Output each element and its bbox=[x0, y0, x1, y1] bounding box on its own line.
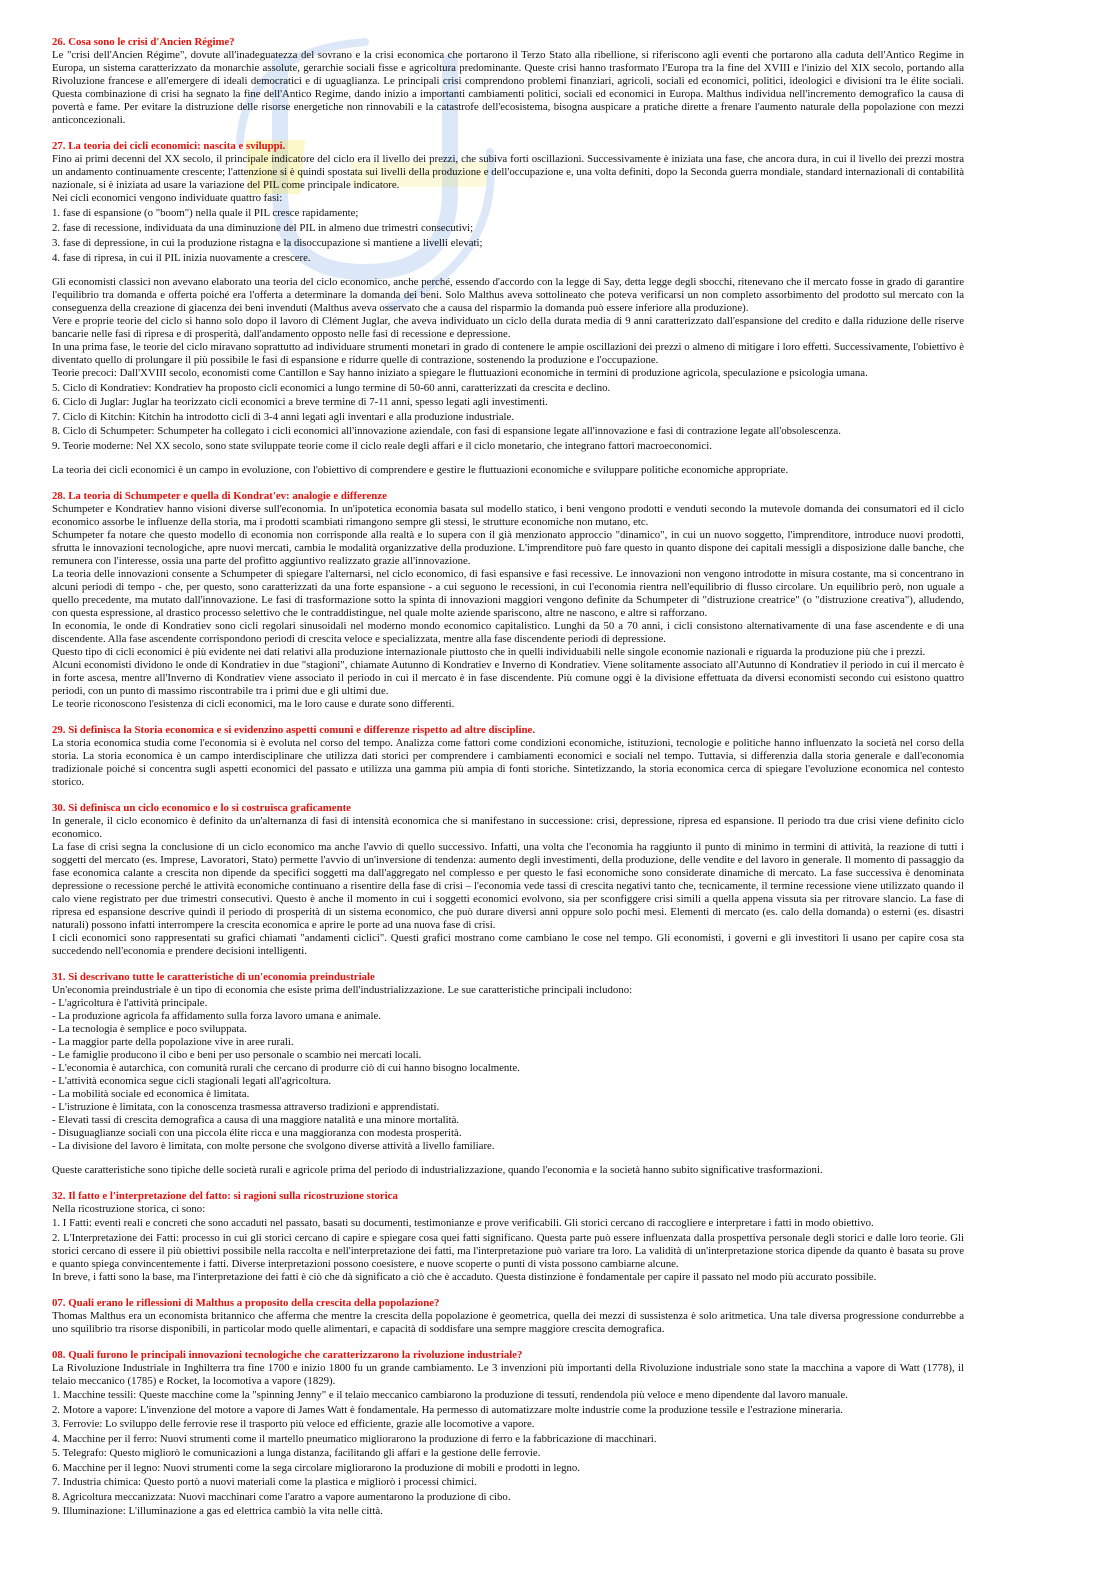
section-07 bbox=[52, 1297, 964, 1336]
paragraph: La storia economica studia come l'economia si è evoluta nel corso del tempo. Analizza come fattori come condizioni economiche, istituzioni, tecnologie e politiche hanno influenzato la società nel corso della storia. La storia economica è un campo interdisciplinare che utilizza dati storici per comprendere i cambiamenti economici e sociali nel tempo. Tuttavia, si differenzia dalla storia generale e dall'economia tradizionale poiché si concentra sugli aspetti economici del passato e utilizza una gamma più ampia di fonti storiche. Sintetizzando, la storia economica cerca di spiegare l'evoluzione economica nel contesto storico. bbox=[52, 736, 964, 788]
paragraph: In breve, i fatti sono la base, ma l'interpretazione dei fatti è ciò che dà significato a ciò che è accaduto. Questa distinzione è fondamentale per capire il passato nel modo più accurato possibile. bbox=[52, 1270, 877, 1283]
paragraph: Le teorie riconoscono l'esistenza di cicli economici, ma le loro cause e durate sono differenti. bbox=[52, 697, 455, 710]
list-item: 6. Macchine per il legno: Nuovi strumenti come la sega circolare migliorarono la produzione di mobili e prodotti in legno. bbox=[52, 1461, 581, 1474]
paragraph: In una prima fase, le teorie del ciclo miravano soprattutto ad individuare strumenti monetari in grado di contenere le ampie oscillazioni dei prezzi o almeno di mitigare i loro effetti. Successivamente, l'obiettivo è diventato quello di prolungare il più possibile le fasi di espansione e ridurre quelle di contrazione, sostenendo la produzione e l'occupazione. bbox=[52, 341, 964, 366]
section-heading: 08. Quali furono le principali innovazioni tecnologiche che caratterizzarono la rivoluzione industriale? bbox=[52, 1348, 523, 1361]
list-item: 1. fase di espansione (o "boom") nella quale il PIL cresce rapidamente; bbox=[52, 207, 359, 219]
paragraph: In generale, il ciclo economico è definito da un'alternanza di fasi di intensità economica che si manifestano in successione: crisi, depressione, ripresa ed espansione. Il periodo tra due crisi viene definito ciclo economico. bbox=[52, 814, 964, 840]
paragraph: Schumpeter fa notare che questo modello di economia non corrisponde alla realtà e lo supera con il già menzionato approccio "dinamico", in cui un nuovo soggetto, l'imprenditore, introduce nuovi prodotti, sfrutta le innovazioni tecnologiche, apre nuovi mercati, cambia le modalità organizzative della produzione. L'imprenditore può fare questo in quanto dispone dei capitali messigli a disposizione dalle banche, che remunera con l'interesse, ossia una parte del profitto aggiuntivo realizzato grazie all'innovazione. bbox=[52, 528, 964, 567]
list-item: 7. Ciclo di Kitchin: Kitchin ha introdotto cicli di 3-4 anni legati agli inventari e alla produzione industriale. bbox=[52, 410, 515, 423]
section-28 bbox=[52, 490, 964, 711]
list-item: - L'agricoltura è l'attività principale. bbox=[52, 996, 208, 1009]
list-item: - Elevati tassi di crescita demografica a causa di una maggiore natalità e una minore mortalità. bbox=[52, 1113, 460, 1126]
list-item: - Disuguaglianze sociali con una piccola élite ricca e una maggioranza con modesta prosperità. bbox=[52, 1126, 462, 1139]
list-item: - L'economia è autarchica, con comunità rurali che cercano di produrre ciò di cui hanno bisogno localmente. bbox=[52, 1061, 520, 1074]
section-32 bbox=[52, 1190, 964, 1284]
list-item: 6. Ciclo di Juglar: Juglar ha teorizzato cicli economici a breve termine di 7-11 anni, spesso legati agli investimenti. bbox=[52, 396, 548, 408]
paragraph: Le "crisi dell'Ancien Régime", dovute all'inadeguatezza del sovrano e la crisi economica che portarono il Terzo Stato alla ribellione, si riferiscono agli eventi che portarono alla caduta dell'Antico Regime in Europa, un sistema caratterizzato da monarchie assolute, gerarchie sociali fisse e agricoltura predominante. Queste crisi hanno trasformato l'Europa tra la fine del XVIII e l'inizio del XIX secolo, portando alla Rivoluzione francese e all'emergere di ideali democratici e di uguaglianza. Le principali crisi comprendono problemi finanziari, agricoli, sociali ed economici, politici, ideologici e divisioni tra le élite sociali. Questa combinazione di crisi ha segnato la fine dell'Antico Regime, dando inizio a importanti cambiamenti politici, sociali ed economici in Europa. Malthus individua nell'incremento demografico la causa di povertà e fame. Per evitare la distruzione delle risorse energetiche non rinnovabili e la catastrofe dell'ecosistema, bisogna auspicare a pratiche dirette a frenare l'aumento naturale della popolazione con mezzi anticoncezionali. bbox=[52, 49, 964, 126]
section-08 bbox=[52, 1349, 964, 1519]
list-item: 2. Motore a vapore: L'invenzione del motore a vapore di James Watt è fondamentale. Ha permesso di automatizzare molte industrie come la produzione tessile e l'estrazione mineraria. bbox=[52, 1403, 844, 1416]
section-heading: 29. Si definisca la Storia economica e si evidenzino aspetti comuni e differenze rispetto ad altre discipline. bbox=[52, 723, 536, 736]
list-item: 8. Ciclo di Schumpeter: Schumpeter ha collegato i cicli economici all'innovazione aziendale, con fasi di espansione legate all'innovazione e fasi di contrazione legate all'obsolescenza. bbox=[52, 425, 841, 437]
list-item: 4. Macchine per il ferro: Nuovi strumenti come il martello pneumatico migliorarono la produzione di ferro e la fabbricazione di macchinari. bbox=[52, 1432, 657, 1445]
list-item: 3. Ferrovie: Lo sviluppo delle ferrovie rese il trasporto più veloce ed efficiente, grazie alle locomotive a vapore. bbox=[52, 1418, 535, 1430]
section-heading: 28. La teoria di Schumpeter e quella di Kondrat'ev: analogie e differenze bbox=[52, 489, 387, 502]
paragraph: La teoria delle innovazioni consente a Schumpeter di spiegare l'alternarsi, nel ciclo economico, di fasi espansive e fasi recessive. Le innovazioni non vengono introdotte in misura costante, ma si concentrano in alcuni periodi di tempo - che, per questo, sono caratterizzati da una forte espansione - a cui seguono le recessioni, in cui l'economia rientra nell'equilibrio di flusso circolare. Un equilibrio però, non uguale a quello precedente, ma mutato dall'innovazione. Le fasi di trasformazione sotto la spinta di innovazioni maggiori vengono definite da Schumpeter di "distruzione creatrice" (o "distruzione creativa"), alludendo, con questa espressione, al drastico processo selettivo che le contraddistingue, nel quale molte aziende spariscono, altre ne nascono, e altre si rafforzano. bbox=[52, 567, 964, 619]
list-item: 7. Industria chimica: Questo portò a nuovi materiali come la plastica e migliorò i processi chimici. bbox=[52, 1476, 477, 1488]
paragraph: Un'economia preindustriale è un tipo di economia che esiste prima dell'industrializzazione. Le sue caratteristiche principali includono: bbox=[52, 983, 633, 996]
list-item: 1. I Fatti: eventi reali e concreti che sono accaduti nel passato, basati su documenti, testimonianze e prove verificabili. Gli storici cercano di raccogliere e interpretare i fatti in modo obiettivo. bbox=[52, 1217, 874, 1229]
paragraph: Alcuni economisti dividono le onde di Kondratiev in due "stagioni", chiamate Autunno di Kondratiev e Inverno di Kondratiev. Viene solitamente associato all'Autunno di Kondratiev il periodo in cui il mercato è in forte ascesa, mentre all'Inverno di Kondratiev viene associato il periodo in cui il mercato è in fase discendente. Più comune oggi è la divisione effettuata da diversi economisti secondo cui esistono quattro periodi, con un punto di massimo riscontrabile tra i primi due e gli ultimi due. bbox=[52, 658, 964, 697]
paragraph: Queste caratteristiche sono tipiche delle società rurali e agricole prima del periodo di industrializzazione, quando l'economia e la società hanno subito significative trasformazioni. bbox=[52, 1163, 823, 1176]
list-item: 3. fase di depressione, in cui la produzione ristagna e la disoccupazione si mantiene a livelli elevati; bbox=[52, 237, 483, 249]
section-heading: 31. Si descrivano tutte le caratteristiche di un'economia preindustriale bbox=[52, 970, 375, 983]
paragraph: Vere e proprie teorie del ciclo si hanno solo dopo il lavoro di Clément Juglar, che aveva individuato un ciclo della durata media di 9 anni caratterizzato dall'espansione del credito e dalla riduzione delle riserve bancarie nelle fasi di ripresa e di prosperità, dall'andamento opposto nelle fasi di recessione e depressione. bbox=[52, 315, 964, 340]
list-item: - L'attività economica segue cicli stagionali legati all'agricoltura. bbox=[52, 1074, 332, 1087]
paragraph: Nella ricostruzione storica, ci sono: bbox=[52, 1202, 206, 1215]
section-27 bbox=[52, 140, 964, 477]
paragraph: Gli economisti classici non avevano elaborato una teoria del ciclo economico, anche perché, essendo d'accordo con la legge di Say, detta legge degli sbocchi, ritenevano che il mercato fosse in grado di garantire l'equilibrio tra domanda e offerta poiché era l'offerta a determinare la domanda dei beni. Solo Malthus aveva sottolineato che poteva verificarsi un non completo assorbimento del prodotto sul mercato con la conseguenza della creazione di giacenza dei beni invenduti (Malthus aveva osservato che a causa del risparmio la domanda può essere inferiore alla produzione). bbox=[52, 276, 964, 314]
section-30 bbox=[52, 802, 964, 958]
paragraph: In economia, le onde di Kondratiev sono cicli regolari sinusoidali nel moderno mondo economico capitalistico. Lunghi da 50 a 70 anni, i cicli consistono alternativamente di una fase ascendente e di una discendente. Alla fase ascendente corrispondono periodi di crescita veloce e specializzata, mentre alla fase discendente periodi di depressione. bbox=[52, 619, 964, 645]
list-item: 1. Macchine tessili: Queste macchine come la "spinning Jenny" e il telaio meccanico cambiarono la produzione di tessuti, rendendola più veloce e meno dipendente dal lavoro manuale. bbox=[52, 1389, 848, 1401]
section-heading: 30. Si definisca un ciclo economico e lo si costruisca graficamente bbox=[52, 801, 351, 814]
list-item: 4. fase di ripresa, in cui il PIL inizia nuovamente a crescere. bbox=[52, 252, 311, 264]
list-item: 9. Illuminazione: L'illuminazione a gas ed elettrica cambiò la vita nelle città. bbox=[52, 1505, 383, 1517]
paragraph: Teorie precoci: Dall'XVIII secolo, economisti come Cantillon e Say hanno iniziato a spiegare le fluttuazioni economiche in termini di produzione agricola, speculazione e psicologia umana. bbox=[52, 367, 868, 379]
list-item: - La tecnologia è semplice e poco sviluppata. bbox=[52, 1022, 247, 1035]
paragraph: La fase di crisi segna la conclusione di un ciclo economico ma anche l'avvio di quello successivo. Infatti, una volta che l'economia ha raggiunto il punto di minimo in termini di attività, la reazione di tutti i soggetti del mercato (es. Imprese, Lavoratori, Stato) permette l'avvio di un'inversione di tendenza: aumento degli investimenti, della produzione, delle vendite e del lavoro in generale. Il momento di passaggio da fase economica calante a crescita non dipende da specifici soggetti ma dall'aggregato nel complesso e per questo le fasi economiche sono considerate dinamiche di mercato. La fase successiva è denominata depressione o recessione perché le attività economiche continuano a risentire della fase di crisi – l'economia vede tassi di crescita negativi tanto che, tecnicamente, il termine recessione viene utilizzato quando il calo viene registrato per due trimestri consecutivi. Questo è anche il momento in cui i soggetti economici evolvono, sia per sconfiggere crisi simili a quella appena vissuta sia per ritrovare slancio. La fase di ripresa ed espansione descrive quindi il periodo di prosperità di un sistema economico, che può durare diversi anni oppure solo pochi mesi. Elementi di mercato (es. calo della domanda) o esterni (es. disastri naturali) possono infatti interrompere la crescita economica e aprire le porte ad una nuova fase di crisi. bbox=[52, 840, 964, 931]
section-heading: 26. Cosa sono le crisi d'Ancien Régime? bbox=[52, 36, 235, 48]
list-item: - Le famiglie producono il cibo e beni per uso personale o scambio nei mercati locali. bbox=[52, 1048, 422, 1061]
paragraph: Thomas Malthus era un economista britannico che afferma che mentre la crescita della popolazione è geometrica, quella dei mezzi di sussistenza è solo aritmetica. Una tale diversa progressione condurrebbe a uno squilibrio tra risorse disponibili, in particolar modo quelle alimentari, e capacità di soddisfare una sempre maggiore crescita demografica. bbox=[52, 1309, 964, 1335]
list-item: 2. fase di recessione, individuata da una diminuzione del PIL in almeno due trimestri consecutivi; bbox=[52, 222, 474, 234]
list-item: - La produzione agricola fa affidamento sulla forza lavoro umana e animale. bbox=[52, 1009, 381, 1022]
paragraph: La Rivoluzione Industriale in Inghilterra tra fine 1700 e inizio 1800 fu un grande cambiamento. Le 3 invenzioni più importanti della Rivoluzione industriale sono state la macchina a vapore di Watt (1778), il telaio meccanico (1785) e Rocket, la locomotiva a vapore (1829). bbox=[52, 1361, 964, 1387]
document-page bbox=[52, 36, 964, 1518]
list-item: - L'istruzione è limitata, con la conoscenza trasmessa attraverso tradizioni e apprendistati. bbox=[52, 1100, 440, 1113]
section-heading: 27. La teoria dei cicli economici: nascita e sviluppi. bbox=[52, 140, 286, 152]
paragraph: Nei cicli economici vengono individuate quattro fasi: bbox=[52, 192, 283, 204]
paragraph: Questo tipo di cicli economici è più evidente nei dati relativi alla produzione internazionale piuttosto che in quelli individuabili nelle singole economie nazionali e riguarda la produzione più che i prezzi. bbox=[52, 645, 926, 658]
section-26 bbox=[52, 36, 964, 127]
section-29 bbox=[52, 724, 964, 789]
paragraph: I cicli economici sono rappresentati su grafici chiamati "andamenti ciclici". Questi grafici mostrano come cambiano le cose nel tempo. Gli economisti, i governi e gli investitori li usano per capire cosa sta succedendo nell'economia e prendere decisioni intelligenti. bbox=[52, 931, 964, 957]
list-item: 9. Teorie moderne: Nel XX secolo, sono state sviluppate teorie come il ciclo reale degli affari e il ciclo monetario, che integrano fattori macroeconomici. bbox=[52, 439, 712, 452]
section-heading: 07. Quali erano le riflessioni di Malthus a proposito della crescita della popolazione? bbox=[52, 1296, 440, 1309]
list-item: 5. Ciclo di Kondratiev: Kondratiev ha proposto cicli economici a lungo termine di 50-60 anni, caratterizzati da crescita e declino. bbox=[52, 381, 611, 394]
list-item: 5. Telegrafo: Questo migliorò le comunicazioni a lunga distanza, facilitando gli affari e la gestione delle ferrovie. bbox=[52, 1447, 541, 1459]
list-item: - La divisione del lavoro è limitata, con molte persone che svolgono diverse attività a livello familiare. bbox=[52, 1139, 495, 1152]
section-31 bbox=[52, 971, 964, 1177]
paragraph: Schumpeter e Kondratiev hanno visioni diverse sull'economia. In un'ipotetica economia basata sul modello statico, i beni vengono prodotti e venduti secondo la mutevole domanda dei consumatori ed il ciclo economico assorbe le influenze della storia, ma i prodotti scambiati rimangono sempre gli stessi, le strutture economiche non mutano, etc. bbox=[52, 502, 964, 528]
list-item: - La maggior parte della popolazione vive in aree rurali. bbox=[52, 1035, 294, 1048]
paragraph: Fino ai primi decenni del XX secolo, il principale indicatore del ciclo era il livello dei prezzi, che subiva forti oscillazioni. Successivamente è iniziata una fase, che ancora dura, in cui il livello dei prezzi mostra un andamento continuamente crescente; l'attenzione si è quindi spostata sui livelli della produzione e dell'occupazione e, una volta definiti, dopo la Seconda guerra mondiale, standard internazionali di contabilità nazionale, si è iniziata ad usare la variazione del PIL come principale indicatore. bbox=[52, 153, 964, 191]
list-item: - La mobilità sociale ed economica è limitata. bbox=[52, 1087, 250, 1100]
paragraph: La teoria dei cicli economici è un campo in evoluzione, con l'obiettivo di comprendere e gestire le fluttuazioni economiche e sviluppare politiche economiche appropriate. bbox=[52, 463, 789, 476]
section-heading: 32. Il fatto e l'interpretazione del fatto: si ragioni sulla ricostruzione storica bbox=[52, 1189, 398, 1202]
list-item: 8. Agricoltura meccanizzata: Nuovi macchinari come l'aratro a vapore aumentarono la produzione di cibo. bbox=[52, 1490, 511, 1503]
list-item: 2. L'Interpretazione dei Fatti: processo in cui gli storici cercano di capire e spiegare cosa quei fatti significano. Questa parte può essere influenzata dalla prospettiva personale degli storici e dalle loro teorie. Gli storici cercano di essere il più obiettivi possibile nella raccolta e nell'interpretazione dei fatti, ma l'interpretazione può variare tra loro. La validità di un'interpretazione storica dipende da quanto è basata su prove e quanto spiega convincentemente i fatti. Diverse interpretazioni possono coesistere, e nuove scoperte o punti di vista possono cambiarne alcune. bbox=[52, 1231, 964, 1270]
